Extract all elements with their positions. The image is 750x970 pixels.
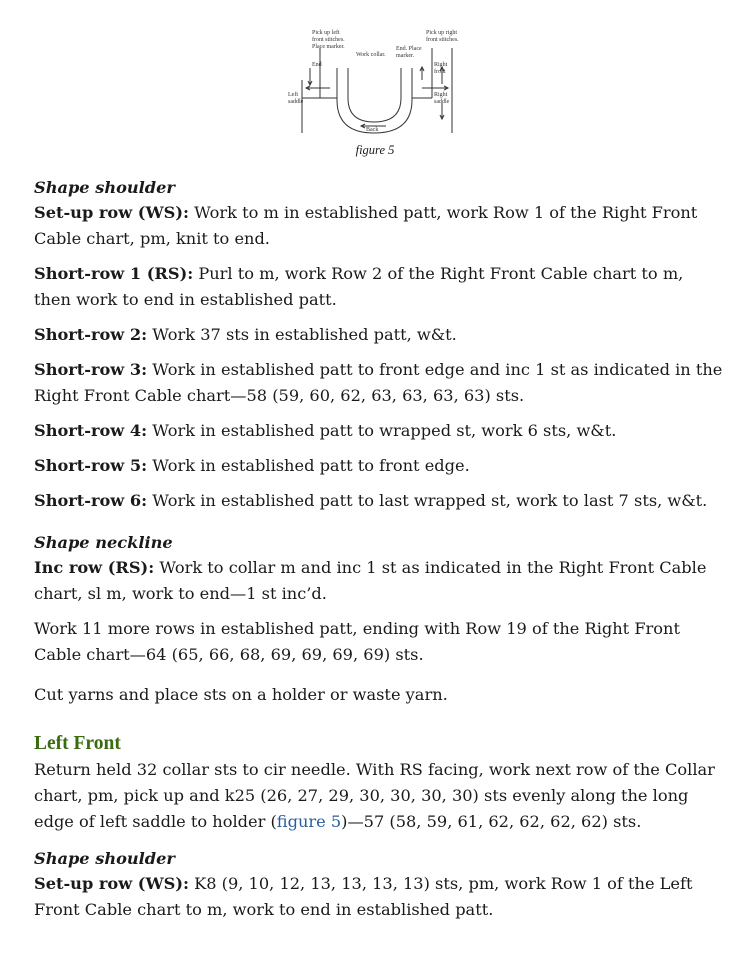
work-more-rows-paragraph: Work 11 more rows in established patt, ending with Row 19 of the Right Front Cable chart—64 (65, 66, 68, 69, 69, 69, 69) sts. xyxy=(34,619,680,664)
short-row-2-label: Short-row 2: xyxy=(34,325,148,344)
short-row-6-label: Short-row 6: xyxy=(34,491,148,510)
figure-5-link[interactable]: figure 5 xyxy=(276,812,342,831)
short-row-4-label: Short-row 4: xyxy=(34,421,148,440)
collar-diagram-svg xyxy=(282,28,472,140)
inc-row-text: Work to collar m and inc 1 st as indicated in the Right Front Cable chart, sl m, work to end—1 st inc’d. xyxy=(34,558,707,603)
short-row-5-label: Short-row 5: xyxy=(34,456,148,475)
inc-row-label: Inc row (RS): xyxy=(34,558,155,577)
heading-shape-shoulder: Shape shoulder xyxy=(34,178,175,197)
setup-row-text: Work to m in established patt, work Row 1 of the Right Front Cable chart, pm, knit to end. xyxy=(34,203,698,248)
short-row-1-label: Short-row 1 (RS): xyxy=(34,264,194,283)
short-row-4-paragraph xyxy=(34,418,724,444)
label-end: End xyxy=(312,62,322,68)
label-work-collar: Work collar. xyxy=(356,52,386,58)
left-setup-row-label: Set-up row (WS): xyxy=(34,874,189,893)
short-row-4-text: Work in established patt to wrapped st, work 6 sts, w&t. xyxy=(147,421,617,440)
heading-shape-neckline: Shape neckline xyxy=(34,533,173,552)
heading-left-front: Left Front xyxy=(34,733,121,754)
left-front-paragraph xyxy=(34,757,724,835)
short-row-3-label: Short-row 3: xyxy=(34,360,148,379)
label-right-front: Right front xyxy=(434,62,448,75)
label-right-saddle: Right saddle xyxy=(434,92,450,105)
label-pick-left: Pick up left front stitches. Place marker. xyxy=(312,30,345,50)
left-front-text-a: Return held 32 collar sts to cir needle. With RS facing, work next row of the Collar chart, pm, pick up and k25 (26, 27, 29, 30, 30, 30, 30) sts evenly along the long edge of left saddle to holder ( xyxy=(34,760,715,831)
left-setup-row-paragraph xyxy=(34,871,724,923)
short-row-3-text: Work in established patt to front edge and inc 1 st as indicated in the Right Front Cable chart—58 (59, 60, 62, 63, 63, 63, 63) sts. xyxy=(34,360,723,405)
label-pick-right: Pick up right front stitches. xyxy=(426,30,459,43)
left-front-text-b: )—57 (58, 59, 61, 62, 62, 62, 62) sts. xyxy=(341,812,642,831)
short-row-5-text: Work in established patt to front edge. xyxy=(147,456,470,475)
short-row-2-paragraph xyxy=(34,322,724,348)
figure-caption: figure 5 xyxy=(355,143,395,157)
setup-row-label: Set-up row (WS): xyxy=(34,203,189,222)
pattern-content xyxy=(34,176,724,932)
label-back: Back xyxy=(366,127,379,133)
heading-shape-shoulder-2: Shape shoulder xyxy=(34,849,175,868)
short-row-2-text: Work 37 sts in established patt, w&t. xyxy=(147,325,457,344)
label-left-saddle: Left saddle xyxy=(288,92,304,105)
short-row-6-paragraph xyxy=(34,488,724,514)
setup-row-paragraph xyxy=(34,200,724,252)
short-row-6-text: Work in established patt to last wrapped st, work to last 7 sts, w&t. xyxy=(147,491,708,510)
label-end-place: End. Place marker. xyxy=(396,46,422,59)
inc-row-paragraph xyxy=(34,555,724,607)
cut-yarns-paragraph: Cut yarns and place sts on a holder or waste yarn. xyxy=(34,685,448,704)
figure-5-diagram xyxy=(282,28,472,160)
short-row-1-text: Purl to m, work Row 2 of the Right Front Cable chart to m, then work to end in established patt. xyxy=(34,264,684,309)
left-setup-row-text: K8 (9, 10, 12, 13, 13, 13, 13) sts, pm, work Row 1 of the Left Front Cable chart to m, work to end in established patt. xyxy=(34,874,693,919)
short-row-1-paragraph xyxy=(34,261,724,313)
short-row-3-paragraph xyxy=(34,357,724,409)
short-row-5-paragraph xyxy=(34,453,724,479)
